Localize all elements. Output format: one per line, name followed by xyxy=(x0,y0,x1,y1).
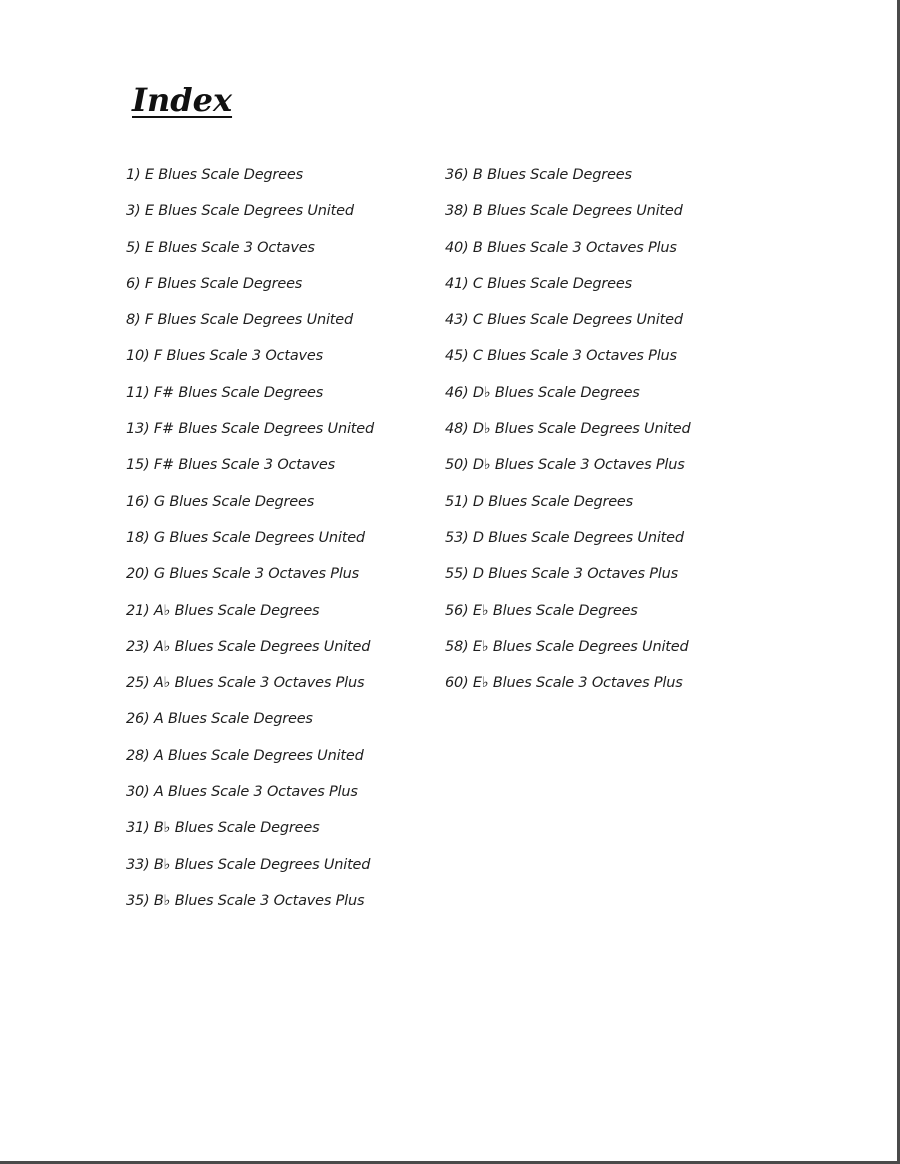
index-entry: 26) A Blues Scale Degrees xyxy=(126,711,313,728)
index-entry: 3) E Blues Scale Degrees United xyxy=(126,203,354,220)
index-entry: 18) G Blues Scale Degrees United xyxy=(126,529,365,546)
index-entry: 11) F# Blues Scale Degrees xyxy=(126,384,324,401)
index-entry: 58) E♭ Blues Scale Degrees United xyxy=(445,638,689,655)
index-entry: 50) D♭ Blues Scale 3 Octaves Plus xyxy=(445,457,685,474)
index-list-left xyxy=(126,164,374,926)
index-entry: 55) D Blues Scale 3 Octaves Plus xyxy=(445,566,678,583)
index-entry: 10) F Blues Scale 3 Octaves xyxy=(126,348,323,365)
index-entry: 28) A Blues Scale Degrees United xyxy=(126,747,364,764)
index-entry: 48) D♭ Blues Scale Degrees United xyxy=(445,421,691,438)
index-entry: 30) A Blues Scale 3 Octaves Plus xyxy=(126,784,358,801)
index-entry: 45) C Blues Scale 3 Octaves Plus xyxy=(445,348,677,365)
index-entry: 16) G Blues Scale Degrees xyxy=(126,493,315,510)
index-entry: 25) A♭ Blues Scale 3 Octaves Plus xyxy=(126,675,365,692)
index-entry: 31) B♭ Blues Scale Degrees xyxy=(126,820,320,837)
index-entry: 21) A♭ Blues Scale Degrees xyxy=(126,602,320,619)
index-entry: 33) B♭ Blues Scale Degrees United xyxy=(126,856,371,873)
index-entry: 1) E Blues Scale Degrees xyxy=(126,167,303,183)
index-entry: 13) F# Blues Scale Degrees United xyxy=(126,421,374,438)
index-entry: 60) E♭ Blues Scale 3 Octaves Plus xyxy=(445,675,683,692)
index-entry: 15) F# Blues Scale 3 Octaves xyxy=(126,457,335,474)
index-entry: 23) A♭ Blues Scale Degrees United xyxy=(126,638,371,655)
index-entry: 40) B Blues Scale 3 Octaves Plus xyxy=(445,239,677,256)
index-list-right xyxy=(445,164,691,708)
index-entry: 56) E♭ Blues Scale Degrees xyxy=(445,602,638,619)
index-entry: 36) B Blues Scale Degrees xyxy=(445,167,632,183)
index-entry: 8) F Blues Scale Degrees United xyxy=(126,312,354,329)
page-title: Index xyxy=(132,81,233,119)
index-entry: 5) E Blues Scale 3 Octaves xyxy=(126,239,315,256)
index-entry: 53) D Blues Scale Degrees United xyxy=(445,529,684,546)
index-entry: 43) C Blues Scale Degrees United xyxy=(445,312,683,329)
index-entry: 38) B Blues Scale Degrees United xyxy=(445,203,683,220)
index-entry: 35) B♭ Blues Scale 3 Octaves Plus xyxy=(126,892,365,909)
index-entry: 46) D♭ Blues Scale Degrees xyxy=(445,384,640,401)
index-entry: 51) D Blues Scale Degrees xyxy=(445,493,634,510)
index-entry: 20) G Blues Scale 3 Octaves Plus xyxy=(126,566,360,583)
index-entry: 41) C Blues Scale Degrees xyxy=(445,275,632,292)
index-entry: 6) F Blues Scale Degrees xyxy=(126,275,303,292)
